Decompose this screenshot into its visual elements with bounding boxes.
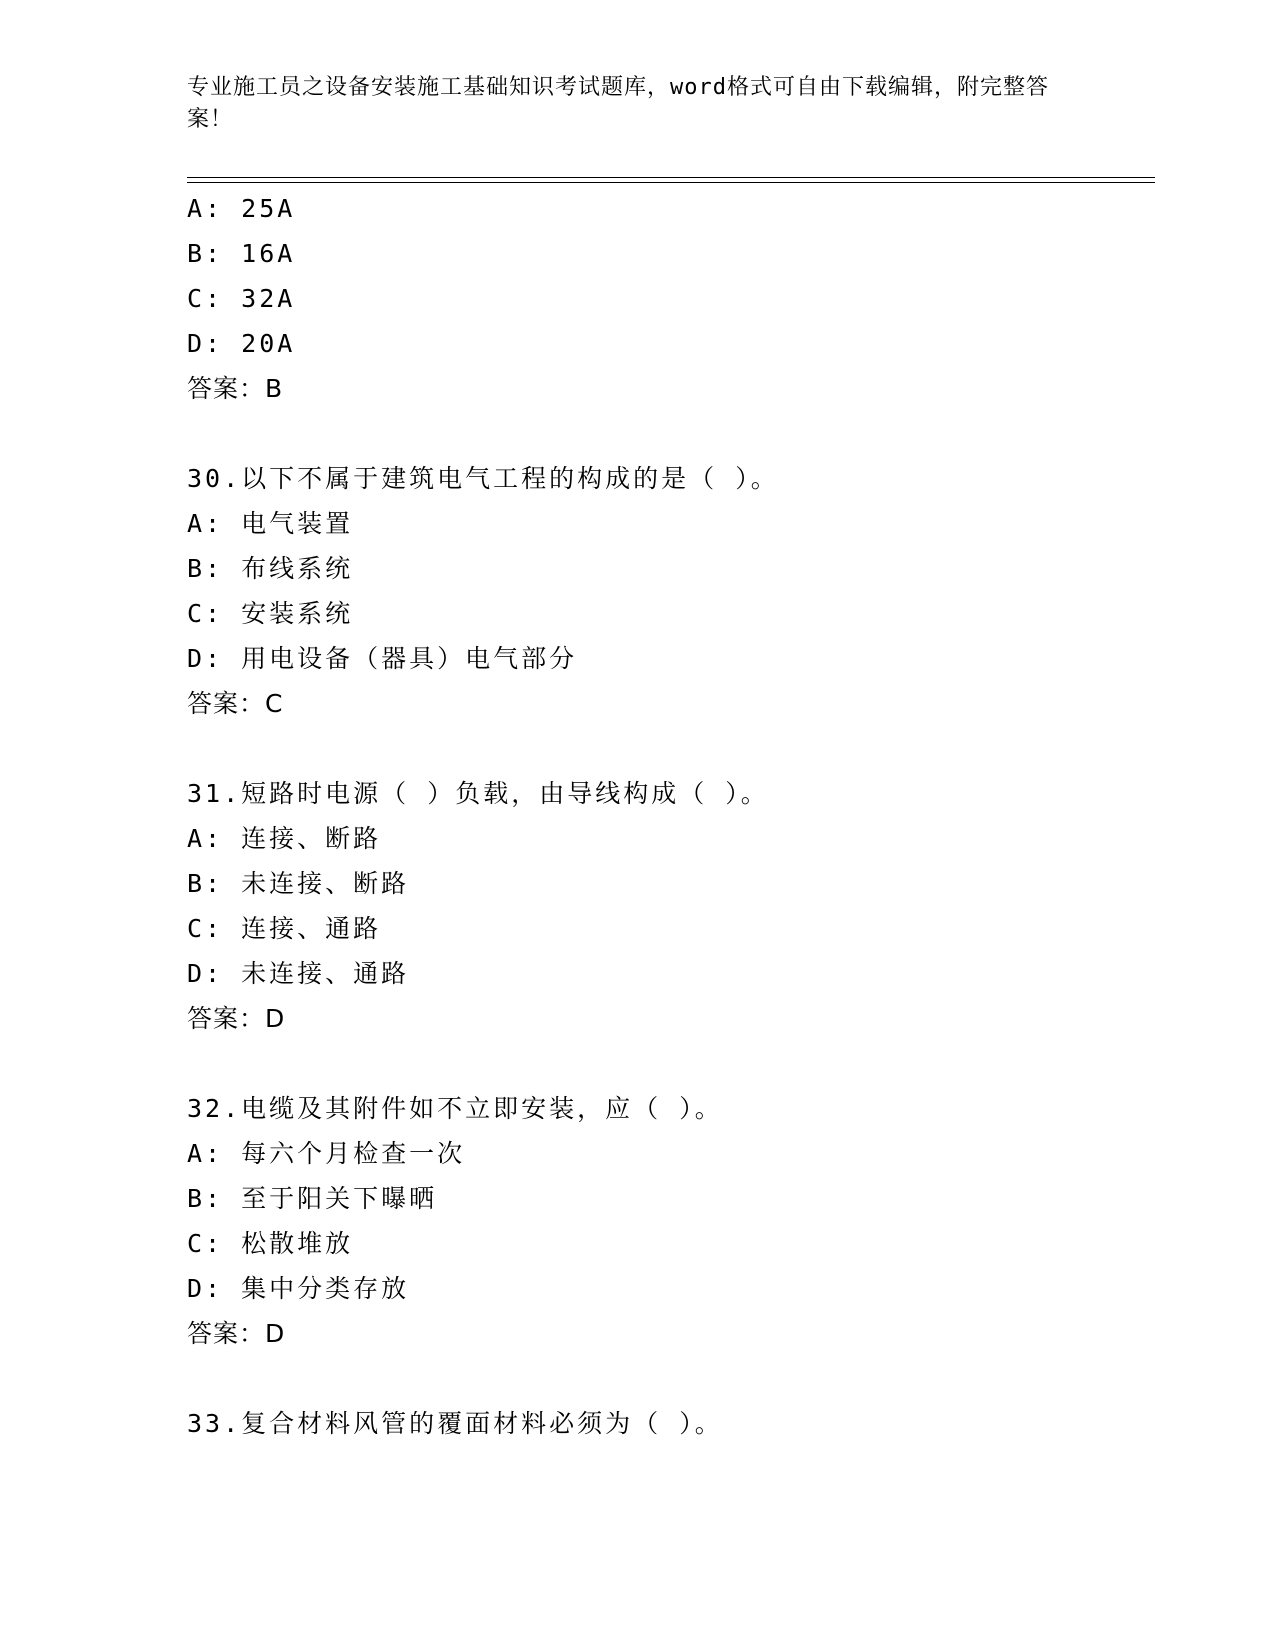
question-31: 31.短路时电源（ ）负载，由导线构成（ ）。 [187, 779, 769, 808]
option-d: D: 用电设备（器具）电气部分 [187, 644, 578, 673]
option-d: D: 20A [187, 329, 296, 358]
option-b: B: 布线系统 [187, 554, 354, 583]
header-rule-top [187, 177, 1155, 178]
page-header: 专业施工员之设备安装施工基础知识考试题库，word格式可自由下载编辑，附完整答案！ [187, 75, 1049, 132]
option-b: B: 16A [187, 239, 296, 268]
option-d: D: 未连接、通路 [187, 959, 410, 988]
option-c: C: 连接、通路 [187, 914, 382, 943]
header-rule-bottom [187, 182, 1155, 183]
option-a: A: 连接、断路 [187, 824, 382, 853]
option-a: A: 25A [187, 194, 296, 223]
answer: 答案：D [187, 1004, 286, 1033]
option-a: A: 每六个月检查一次 [187, 1139, 466, 1168]
answer: 答案：B [187, 374, 284, 403]
option-a: A: 电气装置 [187, 509, 354, 538]
option-d: D: 集中分类存放 [187, 1274, 410, 1303]
option-c: C: 32A [187, 284, 296, 313]
option-c: C: 安装系统 [187, 599, 354, 628]
question-32: 32.电缆及其附件如不立即安装，应（ ）。 [187, 1094, 723, 1123]
answer: 答案：C [187, 689, 284, 718]
option-b: B: 至于阳关下曝晒 [187, 1184, 438, 1213]
question-33: 33.复合材料风管的覆面材料必须为（ ）。 [187, 1409, 723, 1438]
option-b: B: 未连接、断路 [187, 869, 410, 898]
answer: 答案：D [187, 1319, 286, 1348]
option-c: C: 松散堆放 [187, 1229, 354, 1258]
question-30: 30.以下不属于建筑电气工程的构成的是（ ）。 [187, 464, 779, 493]
